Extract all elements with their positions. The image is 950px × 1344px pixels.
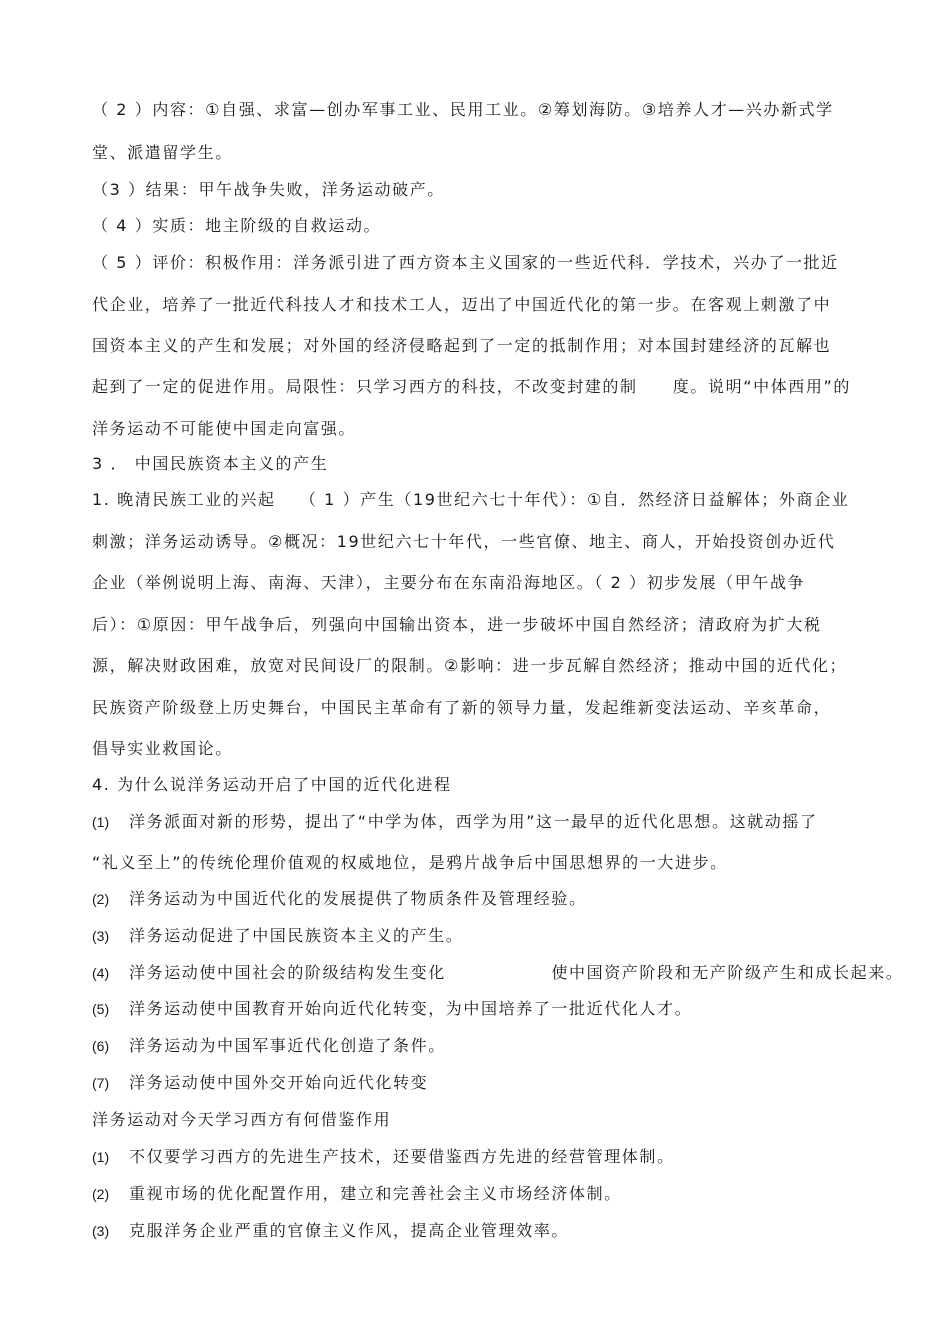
item-number: (1) [92, 814, 110, 830]
text-line: 洋务运动不可能使中国走向富强。 [92, 419, 357, 438]
item-number: (6) [92, 1038, 110, 1054]
section-heading: 洋务运动对今天学习西方有何借鉴作用 [92, 1110, 392, 1129]
text-line: “礼义至上”的传统伦理价值观的权威地位，是鸦片战争后中国思想界的一大进步。 [92, 853, 728, 872]
item-number: (3) [92, 1223, 110, 1239]
item-text: 洋务运动使中国教育开始向近代化转变，为中国培养了一批近代化人才。 [129, 999, 693, 1018]
text-line: 刺激；洋务运动诱导。②概况：19世纪六七十年代，一些官僚、地主、商人，开始投资创办近代 [92, 532, 836, 551]
text-line: 源，解决财政困难，放宽对民间设厂的限制。②影响：进一步瓦解自然经济；推动中国的近代化； [92, 656, 848, 675]
item-number: (4) [92, 965, 110, 981]
item-text: 重视市场的优化配置作用，建立和完善社会主义市场经济体制。 [129, 1184, 622, 1203]
item-number: (3) [92, 928, 110, 944]
item-text: 洋务运动使中国外交开始向近代化转变 [129, 1073, 429, 1092]
text-line: 民族资产阶级登上历史舞台，中国民主革命有了新的领导力量，发起维新变法运动、辛亥革命， [92, 698, 832, 717]
text-line: 国资本主义的产生和发展；对外国的经济侵略起到了一定的抵制作用；对本国封建经济的瓦解也 [92, 336, 832, 355]
section-heading: 3 ． 中国民族资本主义的产生 [92, 454, 329, 473]
item-number: (7) [92, 1075, 110, 1091]
text-line: 起到了一定的促进作用。局限性：只学习西方的科技，不改变封建的制 度。说明“中体西用”的 [92, 377, 851, 396]
item-number: (5) [92, 1001, 110, 1017]
text-line: （3 ）结果：甲午战争失败，洋务运动破产。 [92, 180, 445, 199]
item-number: (1) [92, 1149, 110, 1165]
text-line: 企业（举例说明上海、南海、天津），主要分布在东南沿海地区。（ 2 ）初步发展（甲午战争 [92, 573, 806, 592]
item-text: 洋务运动使中国社会的阶级结构发生变化 使中国资产阶段和无产阶级产生和成长起来。 [129, 963, 904, 982]
text-line: 堂、派遣留学生。 [92, 143, 233, 162]
item-text: 洋务派面对新的形势，提出了“中学为体，西学为用”这一最早的近代化思想。这就动摇了 [129, 812, 818, 831]
item-text: 洋务运动为中国军事近代化创造了条件。 [129, 1036, 446, 1055]
text-line: 1. 晚清民族工业的兴起 （ 1 ）产生（19世纪六七十年代）：①自．然经济日益解体；外商企业 [92, 490, 850, 509]
item-number: (2) [92, 891, 110, 907]
text-line: （ 4 ）实质：地主阶级的自救运动。 [92, 216, 382, 235]
text-line: （ 2 ）内容：①自强、求富—创办军事工业、民用工业。②筹划海防。③培养人才—兴办新式学 [92, 100, 834, 119]
text-line: 倡导实业救国论。 [92, 739, 233, 758]
item-text: 不仅要学习西方的先进生产技术，还要借鉴西方先进的经营管理体制。 [129, 1147, 675, 1166]
text-line: （ 5 ）评价：积极作用：洋务派引进了西方资本主义国家的一些近代科．学技术，兴办了一批近 [92, 253, 839, 272]
text-line: 代企业，培养了一批近代科技人才和技术工人，迈出了中国近代化的第一步。在客观上刺激了中 [92, 295, 832, 314]
item-text: 洋务运动促进了中国民族资本主义的产生。 [129, 926, 464, 945]
section-heading: 4. 为什么说洋务运动开启了中国的近代化进程 [92, 775, 452, 794]
item-text: 克服洋务企业严重的官僚主义作风，提高企业管理效率。 [129, 1221, 570, 1240]
text-line: 后）：①原因：甲午战争后，列强向中国输出资本，进一步破坏中国自然经济；清政府为扩大税 [92, 615, 822, 634]
item-text: 洋务运动为中国近代化的发展提供了物质条件及管理经验。 [129, 889, 587, 908]
item-number: (2) [92, 1186, 110, 1202]
